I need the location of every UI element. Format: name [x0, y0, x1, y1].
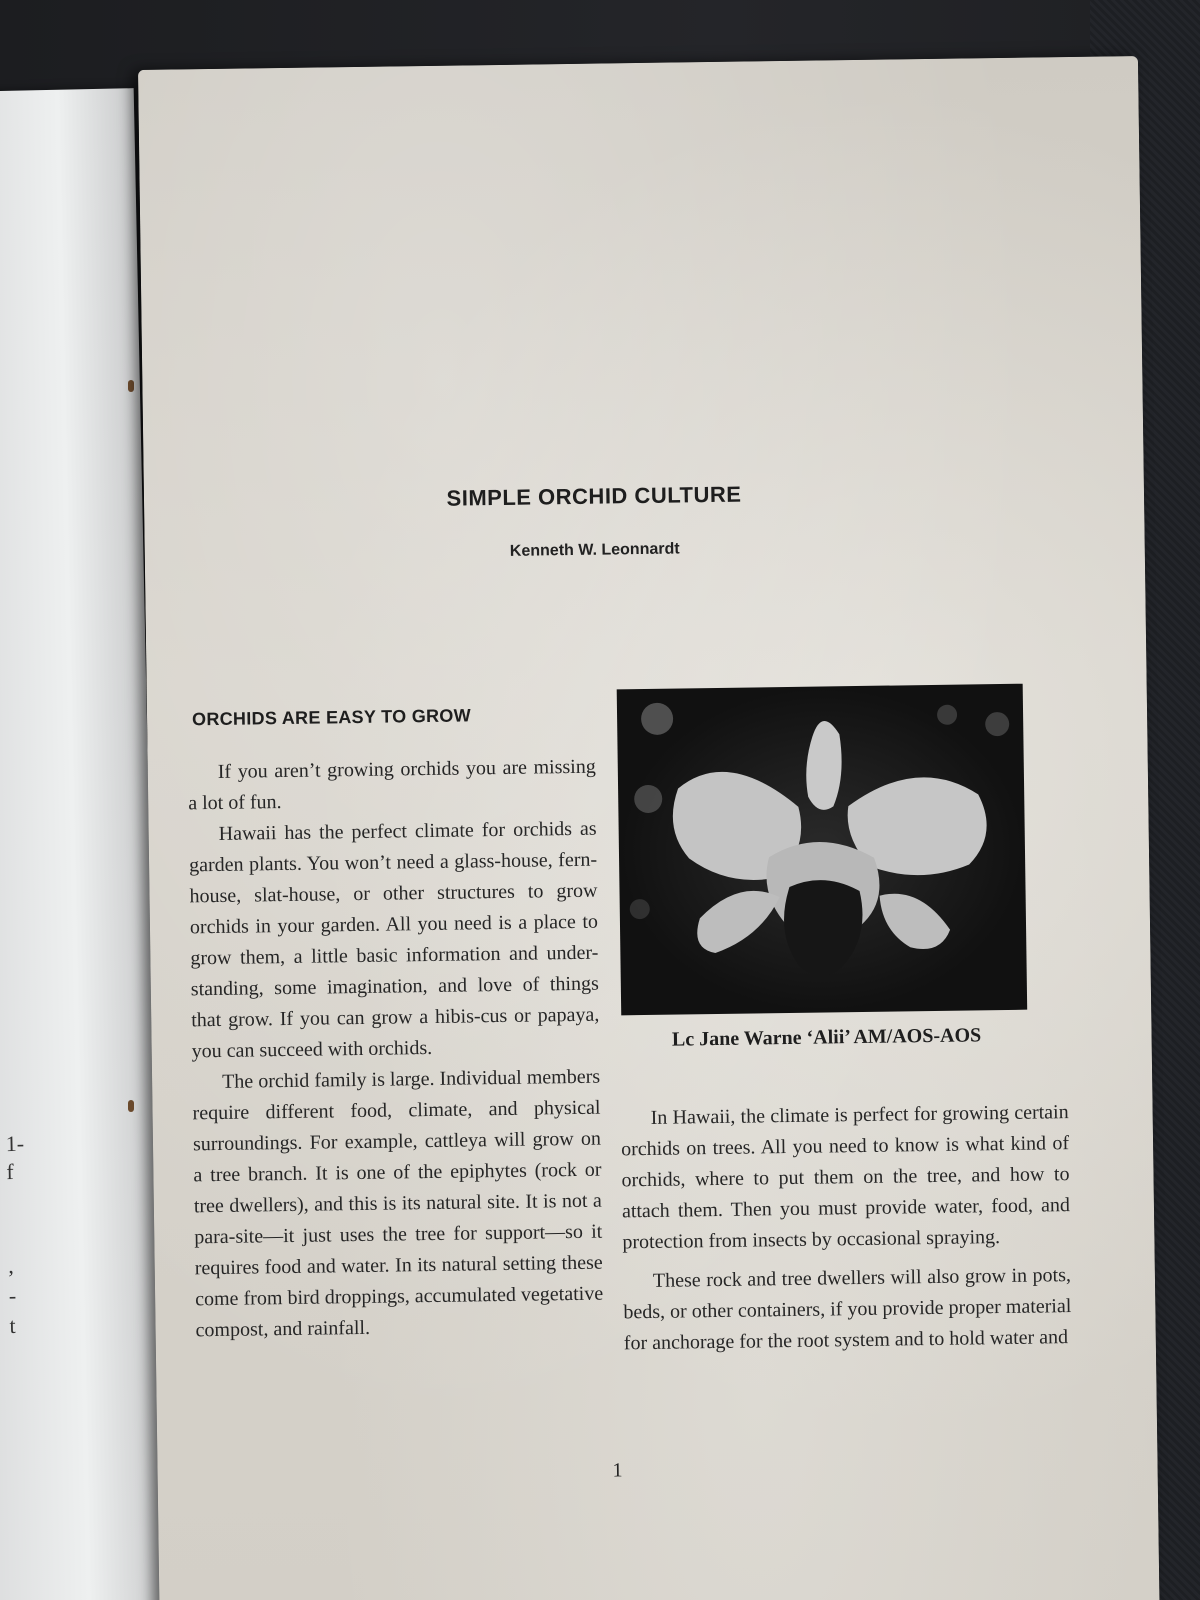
left-page-fragment: - [8, 1282, 17, 1309]
paragraph: In Hawaii, the climate is perfect for growing certain orchids on trees. All you need to know is what kind of orchids, where to put them on the tree, and how to attach them. Then you must provide water, food, and protection from insects by occasional spraying. [620, 1101, 1071, 1254]
paragraph: If you aren’t growing orchids you are missing a lot of fun. [188, 755, 596, 815]
author-name: Kenneth W. Leonnardt [509, 540, 680, 560]
orchid-photo [617, 684, 1028, 1016]
staple-marks [128, 0, 140, 1600]
photo-caption: Lc Jane Warne ‘Alii’ AM/AOS-AOS [671, 1024, 982, 1051]
left-page-fragment: f [6, 1158, 14, 1185]
paragraph: Hawaii has the perfect climate for orchids as garden plants. You won’t need a glass-house, fern-house, slat-house, or other structures to grow orchids in your garden. All you need is a place to grow them, a little basic information and under-standing, some imagination, and love of things that grow. If you can grow a hibis-cus or papaya, you can succeed with orchids. [188, 817, 600, 1063]
left-page-fragment: , [8, 1252, 15, 1279]
document-page [138, 56, 1160, 1600]
paragraph: The orchid family is large. Individual members require different food, climate, and physical surroundings. For example, cattleya will grow on a tree branch. It is one of the epiphytes (rock or tree dwellers), and this is its natural site. It is not a para-site—it just uses the tree for support—so it requires food and water. In its natural setting these come from bird droppings, accumulated vegetative compost, and rainfall. [192, 1065, 604, 1342]
left-page-fragment: 1- [5, 1130, 25, 1157]
staple-mark [128, 1100, 134, 1112]
section-heading: ORCHIDS ARE EASY TO GROW [191, 705, 472, 730]
left-text-column [188, 752, 604, 1347]
page-number: 1 [612, 1459, 623, 1482]
left-page-fragment: t [9, 1312, 16, 1339]
right-text-column [620, 1097, 1072, 1367]
page-title: SIMPLE ORCHID CULTURE [446, 481, 742, 511]
staple-mark [128, 380, 134, 392]
orchid-flower-image [617, 684, 1028, 1016]
paragraph: These rock and tree dwellers will also grow in pots, beds, or other containers, if you provide proper material for anchorage for the root system and to hold water and [623, 1264, 1072, 1355]
